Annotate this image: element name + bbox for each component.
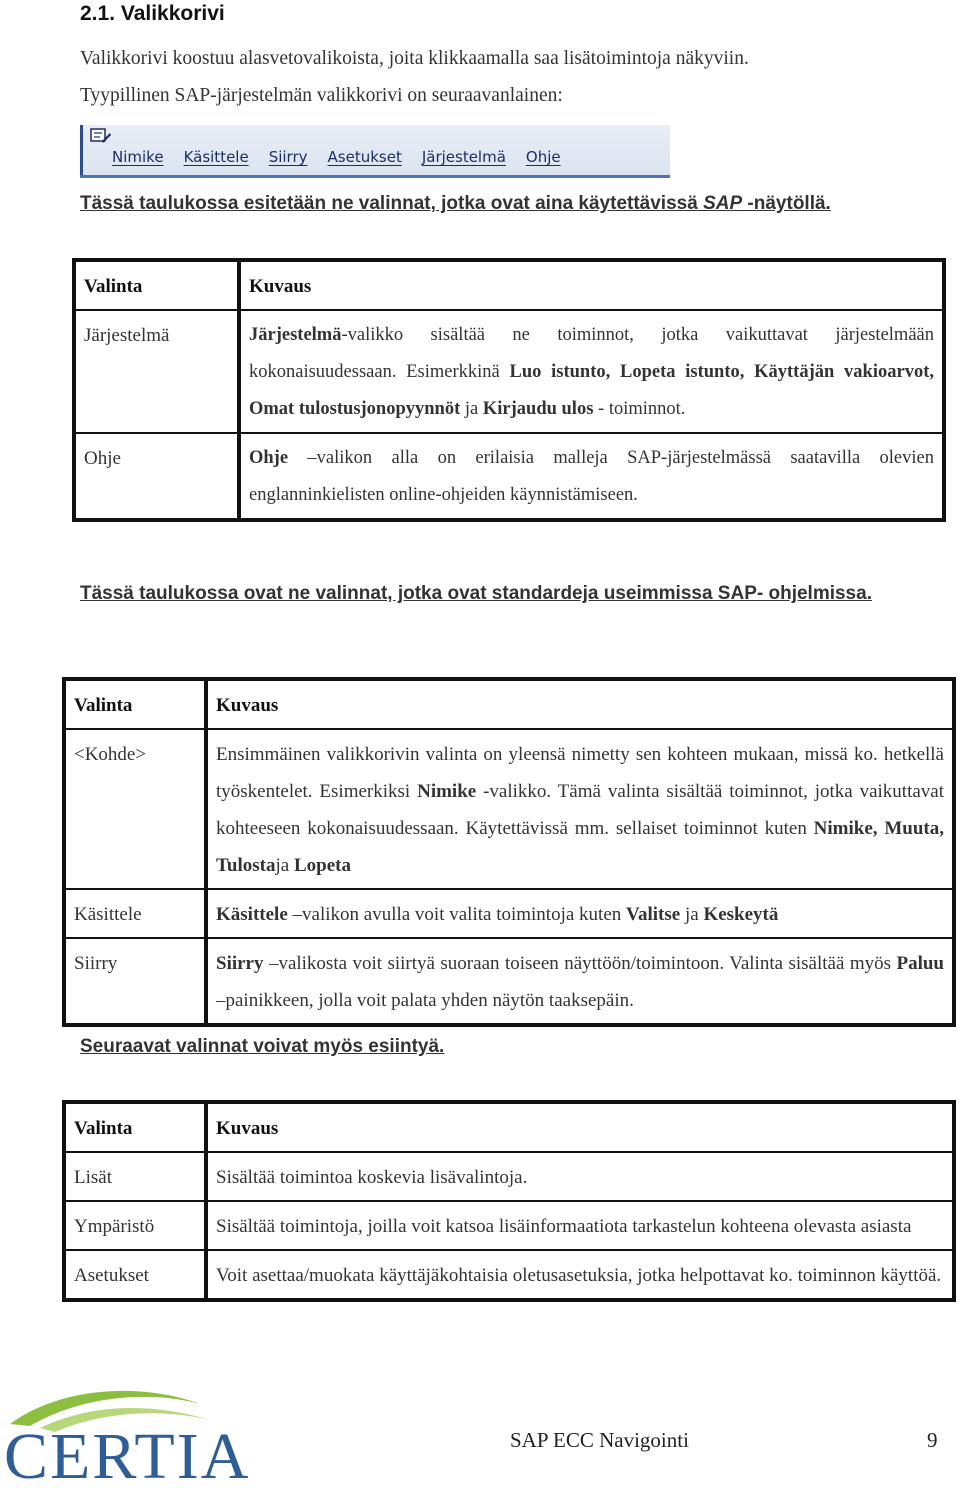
table-header-row: [65, 680, 953, 729]
certia-logo: [0, 1382, 250, 1482]
row-choice: Käsittele: [65, 889, 207, 938]
row-description: Käsittele –valikon avulla voit valita toimintoja kuten Valitse ja Keskeytä: [207, 889, 953, 938]
row-description: Sisältää toimintoa koskevia lisävalintoja.: [207, 1152, 953, 1201]
header-description: Kuvaus: [207, 1103, 953, 1152]
table-standard-choices: [62, 677, 956, 1027]
header-choice: Valinta: [65, 680, 207, 729]
table-row: [75, 310, 943, 433]
table-row: [65, 938, 953, 1024]
logo-text: CERTIA: [4, 1420, 250, 1482]
menu-item-jarjestelma[interactable]: Järjestelmä: [421, 148, 506, 166]
intro-line-2: Tyypillinen SAP-järjestelmän valikkorivi on seuraavanlainen:: [80, 85, 563, 106]
table-optional-choices: [62, 1100, 956, 1302]
header-choice: Valinta: [65, 1103, 207, 1152]
menu-item-siirry[interactable]: Siirry: [268, 148, 308, 166]
row-choice: Asetukset: [65, 1250, 207, 1299]
section-heading: 2.1. Valikkorivi: [80, 2, 225, 25]
sap-emphasis: SAP: [703, 193, 743, 214]
table-always-available: [72, 258, 946, 522]
table1-intro: Tässä taulukossa esitetään ne valinnat, jotka ovat aina käytettävissä SAP -näytöllä.: [80, 193, 831, 214]
menu-entry-icon: [90, 128, 112, 148]
row-description: Siirry –valikosta voit siirtyä suoraan toiseen näyttöön/toimintoon. Valinta sisältää myös Paluu –painikkeen, jolla voit palata yhden näytön taaksepäin.: [207, 938, 953, 1024]
table-row: [65, 1152, 953, 1201]
header-description: Kuvaus: [207, 680, 953, 729]
header-description: Kuvaus: [240, 261, 943, 310]
menu-item-nimike[interactable]: Nimike: [112, 148, 164, 166]
table2-intro: Tässä taulukossa ovat ne valinnat, jotka ovat standardeja useimmissa SAP- ohjelmissa.: [80, 583, 872, 604]
table-header-row: [75, 261, 943, 310]
row-description: Voit asettaa/muokata käyttäjäkohtaisia oletusasetuksia, jotka helpottavat ko. toiminnon käyttöä.: [207, 1250, 953, 1299]
table3-intro: Seuraavat valinnat voivat myös esiintyä.: [80, 1036, 445, 1057]
sap-menubar: [80, 125, 670, 178]
row-choice: Järjestelmä: [75, 310, 240, 433]
page-number: 9: [927, 1428, 938, 1452]
table-row: [65, 889, 953, 938]
footer-title: SAP ECC Navigointi: [510, 1428, 689, 1452]
menu-item-kasittele[interactable]: Käsittele: [183, 148, 249, 166]
row-description: Ensimmäinen valikkorivin valinta on yleensä nimetty sen kohteen mukaan, missä ko. hetkellä työskentelet. Esimerkiksi Nimike -valikko. Tämä valinta sisältää toiminnot, jotka vaikuttavat kohteeseen kokonaisuudessaan. Käytettävissä mm. sellaiset toiminnot kuten Nimike, Muuta, Tulostaja Lopeta: [207, 729, 953, 889]
row-description: Sisältää toimintoja, joilla voit katsoa lisäinformaatiota tarkastelun kohteena olevasta asiasta: [207, 1201, 953, 1250]
row-description: Ohje –valikon alla on erilaisia malleja SAP-järjestelmässä saatavilla olevien englanninkielisten online-ohjeiden käynnistämiseen.: [240, 433, 943, 519]
intro-line-1: Valikkorivi koostuu alasvetovalikoista, joita klikkaamalla saa lisätoimintoja näkyviin.: [80, 48, 749, 69]
menu-item-ohje[interactable]: Ohje: [525, 148, 561, 166]
menu-item-asetukset[interactable]: Asetukset: [327, 148, 402, 166]
row-choice: Lisät: [65, 1152, 207, 1201]
row-choice: Siirry: [65, 938, 207, 1024]
table-row: [75, 433, 943, 519]
table-row: [65, 1250, 953, 1299]
table-row: [65, 1201, 953, 1250]
table-row: [65, 729, 953, 889]
row-description: Järjestelmä-valikko sisältää ne toiminnot, jotka vaikuttavat järjestelmään kokonaisuudessaan. Esimerkkinä Luo istunto, Lopeta istunto, Käyttäjän vakioarvot, Omat tulostusjonopyynnöt ja Kirjaudu ulos - toiminnot.: [240, 310, 943, 433]
header-choice: Valinta: [75, 261, 240, 310]
row-choice: Ohje: [75, 433, 240, 519]
menubar-edge: [80, 125, 83, 175]
row-choice: Ympäristö: [65, 1201, 207, 1250]
row-choice: <Kohde>: [65, 729, 207, 889]
table-header-row: [65, 1103, 953, 1152]
